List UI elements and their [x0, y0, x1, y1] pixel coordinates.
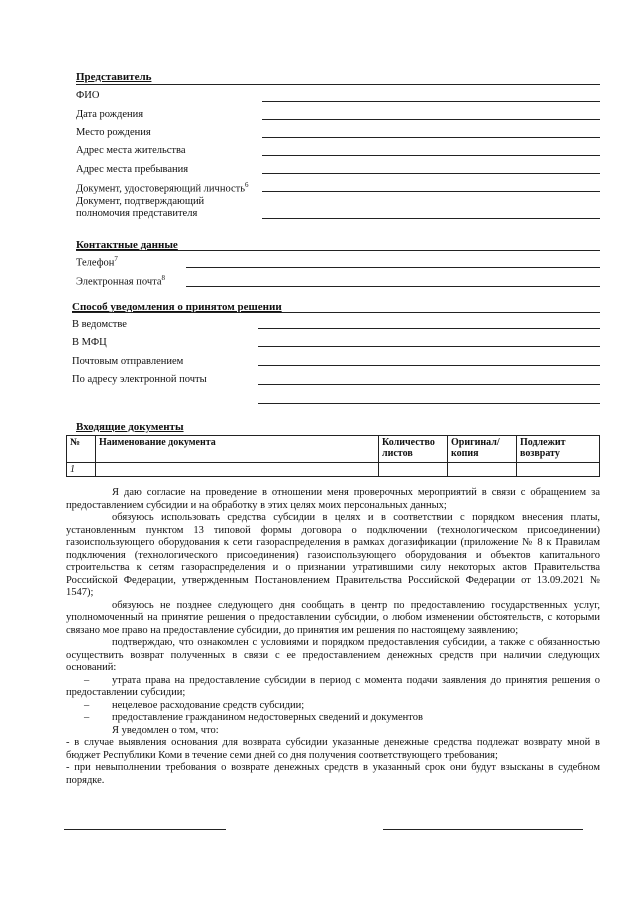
- cell-sheet-count[interactable]: [379, 463, 448, 477]
- list-item: – нецелевое расходование средств субсидии;: [84, 699, 305, 711]
- signature-line-right[interactable]: [383, 829, 583, 830]
- col-doc-name: Наименование документа: [96, 436, 379, 463]
- col-original-copy: Оригинал/ копия: [448, 436, 517, 463]
- table-header-row: [67, 436, 600, 463]
- field-authority-doc-line[interactable]: [262, 218, 600, 219]
- field-fio-line[interactable]: [262, 101, 600, 102]
- field-authority-doc-label-2: полномочия представителя: [76, 208, 198, 219]
- cell-number: 1: [67, 463, 96, 477]
- enforcement-paragraph: - при невыполнении требования о возврате денежных средств в указанный срок они будут взысканы в судебном порядке.: [66, 762, 600, 786]
- field-residence-line[interactable]: [262, 155, 600, 156]
- notify-email-line-2[interactable]: [258, 403, 600, 404]
- consent-paragraph: Я даю согласие на проведение в отношении меня проверочных мероприятий в связи с обращением за предоставлением субсидии и на обработку в этих целях моих персональных данных;: [66, 487, 600, 511]
- incoming-docs-heading: Входящие документы: [76, 421, 184, 433]
- divider: [76, 250, 600, 251]
- incoming-docs-table: [66, 435, 600, 477]
- notify-department-label: В ведомстве: [72, 319, 127, 330]
- notify-department-line[interactable]: [258, 328, 600, 329]
- notify-email-line[interactable]: [258, 384, 600, 385]
- representative-heading: Представитель: [76, 71, 152, 83]
- notify-post-line[interactable]: [258, 365, 600, 366]
- col-to-return: Подлежит возврату: [517, 436, 600, 463]
- field-birthplace-line[interactable]: [262, 137, 600, 138]
- footnote-8: 8: [161, 274, 165, 282]
- field-birthplace-label: Место рождения: [76, 127, 151, 138]
- field-authority-doc-label-1: Документ, подтверждающий: [76, 196, 205, 207]
- field-fio-label: ФИО: [76, 90, 100, 101]
- notify-mfc-line[interactable]: [258, 346, 600, 347]
- obligation-paragraph: обязуюсь использовать средства субсидии в целях и в соответствии с порядком внесения платы, установленным пунктом 13 типовой формы договора о подключении (технологическом присоединении) газоиспользующего оборудования к сети газораспределения в рамках догазификации (приложение № 8 к Правилам подключения (технологического присоединения) газоиспользующего оборудования и объектов капитального строительства к сетям газораспределения и о признании утратившими силу некоторых актов Правительства Российской Федерации, утвержденным Постановлением Правительства Российской Федерации от 13.09.2021 № 1547);: [66, 512, 600, 598]
- phone-line[interactable]: [186, 267, 600, 268]
- col-number: №: [67, 436, 96, 463]
- footnote-6: 6: [245, 181, 249, 189]
- phone-label: Телефон$^7$: [76, 255, 118, 269]
- field-birthdate-line[interactable]: [262, 119, 600, 120]
- email-line[interactable]: [186, 286, 600, 287]
- email-label: Электронная почта$^8$: [76, 274, 165, 288]
- list-item: – утрата права на предоставление субсидии в период с момента подачи заявления до принятия решения о предоставлении субсидии;: [66, 674, 600, 698]
- cell-to-return[interactable]: [517, 463, 600, 477]
- refund-paragraph: - в случае выявления основания для возврата субсидии указанные денежные средства подлежат возврату мной в бюджет Республики Коми в течение семи дней со дня получения соответствующего требования;: [66, 737, 600, 761]
- notify-post-label: Почтовым отправлением: [72, 356, 184, 367]
- field-id-document-line[interactable]: [262, 191, 600, 192]
- divider: [76, 84, 600, 85]
- field-stay-label: Адрес места пребывания: [76, 164, 189, 175]
- notify-mfc-label: В МФЦ: [72, 337, 107, 348]
- cell-doc-name[interactable]: [96, 463, 379, 477]
- field-id-document-label: Документ, удостоверяющий личность$^6$: [76, 181, 249, 195]
- consent-text: [66, 487, 600, 787]
- footnote-7: 7: [114, 255, 118, 263]
- list-item: – предоставление гражданином недостоверных сведений и документов: [84, 712, 423, 723]
- acknowledgement-paragraph: подтверждаю, что ознакомлен с условиями и порядком предоставления субсидии, а также с обязанностью осуществить возврат полученных в связи с ее предоставлением денежных средств при наличии следующих оснований:: [66, 637, 600, 673]
- field-birthdate-label: Дата рождения: [76, 109, 144, 120]
- notify-email-label: По адресу электронной почты: [72, 374, 207, 385]
- cell-original-copy[interactable]: [448, 463, 517, 477]
- contacts-heading: Контактные данные: [76, 239, 178, 251]
- divider: [72, 312, 600, 313]
- signature-line-left[interactable]: [64, 829, 226, 830]
- col-sheet-count: Количество листов: [379, 436, 448, 463]
- field-residence-label: Адрес места жительства: [76, 145, 186, 156]
- table-row: [67, 463, 600, 477]
- notification-heading: Способ уведомления о принятом решении: [72, 301, 282, 313]
- notify-obligation-paragraph: обязуюсь не позднее следующего дня сообщать в центр по предоставлению государственных услуг, уполномоченный на принятие решения о предоставлении субсидии, о любом изменении обстоятельств, с которыми связано мое право на предоставление субсидии, до принятия им решения по настоящему заявлению;: [66, 599, 600, 636]
- field-stay-line[interactable]: [262, 173, 600, 174]
- notified-paragraph: Я уведомлен о том, что:: [112, 724, 219, 736]
